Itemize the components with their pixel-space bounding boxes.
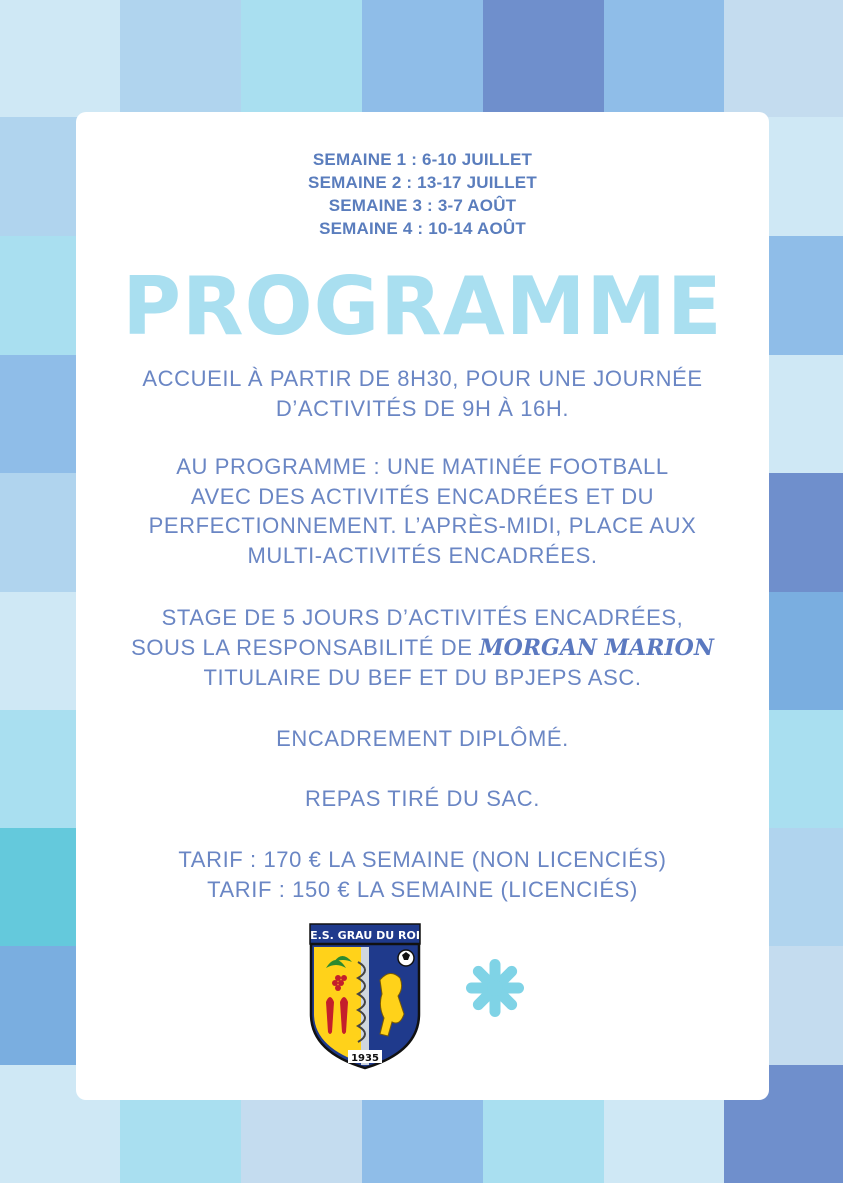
crest-year: 1935 [351,1053,379,1064]
mosaic-tile [604,0,724,117]
program-line-3: PERFECTIONNEMENT. L’APRÈS-MIDI, PLACE AUX [148,513,697,538]
stage-line-2 [76,633,769,664]
price-licensed: TARIF : 150 € LA SEMAINE (LICENCIÉS) [207,876,638,902]
week-1: SEMAINE 1 : 6-10 JUILLET [312,150,533,169]
content-card [76,112,769,1100]
program-line-2: AVEC DES ACTIVITÉS ENCADRÉES ET DU [190,483,655,509]
mosaic-tile [120,0,241,117]
intro-line-2: D’ACTIVITÉS DE 9H À 16H. [275,395,570,421]
week-3: SEMAINE 3 : 3-7 AOÛT [328,196,517,215]
stage-line-2-prefix: SOUS LA RESPONSABILITÉ DE [131,634,473,660]
program-paragraph [76,452,769,570]
mosaic-tile [0,0,120,117]
week-2: SEMAINE 2 : 13-17 JUILLET [308,173,537,192]
intro-line-1: ACCUEIL À PARTIR DE 8H30, POUR UNE JOURNÉE [142,366,703,391]
stage-line-3: TITULAIRE DU BEF ET DU BPJEPS ASC. [203,665,642,690]
stage-line-1: STAGE DE 5 JOURS D’ACTIVITÉS ENCADRÉES, [161,605,684,630]
es-grau-du-roi-crest-icon [308,922,422,1072]
pricing [76,845,769,904]
price-non-licensed: TARIF : 170 € LA SEMAINE (NON LICENCIÉS) [178,847,667,872]
supervision-text: ENCADREMENT DIPLÔMÉ. [276,726,569,751]
page-title: PROGRAMME [122,260,723,353]
week-4: SEMAINE 4 : 10-14 AOÛT [319,219,526,238]
program-line-4: MULTI-ACTIVITÉS ENCADRÉES. [247,542,598,568]
mosaic-tile [241,0,362,117]
asterisk-logo-icon [464,957,526,1019]
mosaic-tile [724,0,843,117]
crest-club-name: E.S. GRAU DU ROI [310,929,420,942]
mosaic-tile [362,0,483,117]
week-dates [76,148,769,240]
manager-name: MORGAN MARION [479,634,714,661]
mosaic-tile [483,0,604,117]
program-line-1: AU PROGRAMME : UNE MATINÉE FOOTBALL [176,454,669,479]
meal-text: REPAS TIRÉ DU SAC. [305,786,540,811]
intro-paragraph [76,364,769,423]
stage-paragraph [76,603,769,693]
